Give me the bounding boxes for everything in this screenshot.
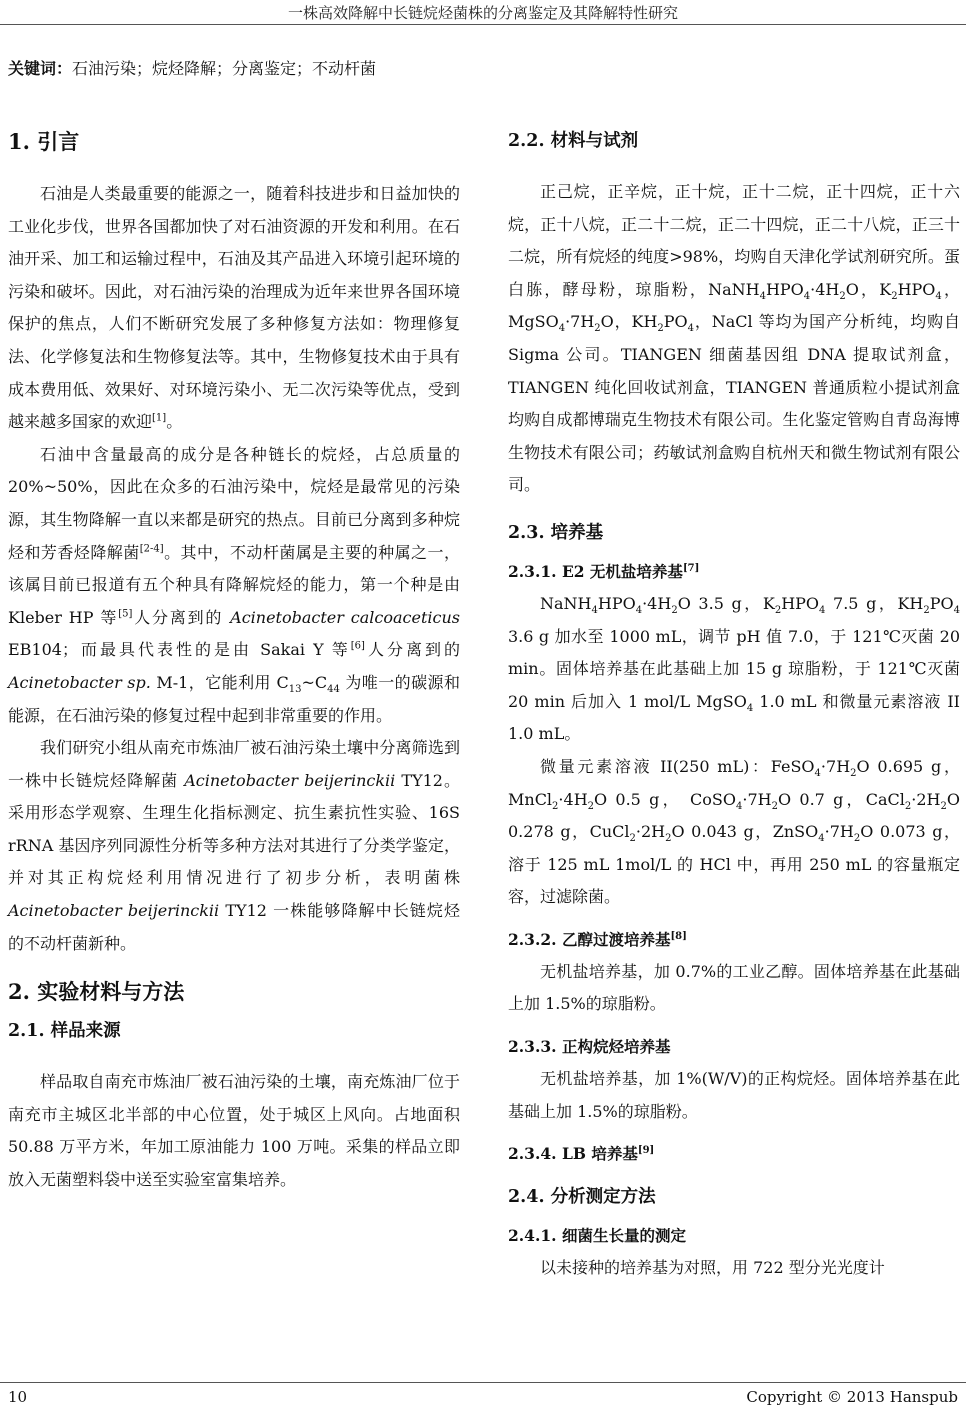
section-1-title: 1. 引言	[8, 129, 80, 154]
paragraph: 石油是人类最重要的能源之一，随着科技进步和日益加快的工业化步伐，世界各国都加快了对石油资源的开发和利用。在石油开采、加工和运输过程中，石油及其产品进入环境引起环境的污染和破坏。因此，对石油污染的治理成为近年来世界各国环境保护的焦点，人们不断研究发展了多种修复方法如：物理修复法、化学修复法和生物修复法等。其中，生物修复技术由于具有成本费用低、效果好、对环境污染小、无二次污染等优点，受到越来越多国家的欢迎[1]。	[8, 184, 460, 432]
section-2-1-title: 2.1. 样品来源	[8, 1021, 121, 1042]
paragraph: 我们研究小组从南充市炼油厂被石油污染土壤中分离筛选到一株中长链烷烃降解菌 Acinetobacter beijerinckii TY12。采用形态学观察、生理生化指标测定、抗生素抗性实验、16S rRNA 基因序列同源性分析等多种方法对其进行了分类学鉴定，并对其正构烷烃利用情况进行了初步分析，表明菌株 Acinetobacter beijerinckii TY12 一株能够降解中长链烷烃的不动杆菌新种。	[8, 738, 460, 953]
right-column	[508, 128, 960, 1285]
section-2-3-1-title: 2.3.1. E2 无机盐培养基[7]	[508, 561, 700, 581]
section-2-3-title: 2.3. 培养基	[508, 522, 604, 543]
paragraph: 无机盐培养基，加 1%(W/V)的正构烷烃。固体培养基在此基础上加 1.5%的琼脂粉。	[508, 1069, 960, 1121]
paragraph: 石油中含量最高的成分是各种链长的烷烃，占总质量的 20%~50%，因此在众多的石油污染中，烷烃是最常见的污染源，其生物降解一直以来都是研究的热点。目前已分离到多种烷烃和芳香烃降解菌[2-4]。其中，不动杆菌属是主要的种属之一，该属目前已报道有五个种具有降解烷烃的能力，第一个种是由 Kleber HP 等[5]人分离到的 Acinetobacter calcoaceticus EB104；而最具代表性的是由 Sakai Y 等[6]人分离到的 Acinetobacter sp. M-1，它能利用 $C_{13}\sim C_{44}$ 为唯一的碳源和能源，在石油污染的修复过程中起到非常重要的作用。	[8, 444, 460, 725]
section-2-3-4-title: 2.3.4. LB 培养基[9]	[508, 1144, 655, 1164]
keywords-label: 关键词：	[8, 59, 73, 78]
section-2-3-3-title: 2.3.3. 正构烷烃培养基	[508, 1037, 671, 1057]
keywords-text: 石油污染；烷烃降解；分离鉴定；不动杆菌	[72, 59, 377, 78]
copyright: Copyright © 2013 Hanspub	[746, 1388, 958, 1406]
paragraph: $NaNH_4HPO_4\cdot 4H_2O$ 3.5 g，$K_2HPO_4$ 7.5 g，$KH_2PO_4$ 3.6 g 加水至 1000 mL，调节 pH 值 7.0，于 121℃灭菌 20 min。固体培养基在此基础上加 15 g 琼脂粉，于 121℃灭菌 20 min 后加入 1 mol/L MgSO$_4$ 1.0 mL 和微量元素溶液 II 1.0 mL。	[508, 593, 960, 744]
section-2-4-1-title: 2.4.1. 细菌生长量的测定	[508, 1226, 686, 1246]
paragraph: 正己烷，正辛烷，正十烷，正十二烷，正十四烷，正十六烷，正十八烷，正二十二烷，正二十四烷，正二十八烷，正三十二烷，所有烷烃的纯度>98%，均购自天津化学试剂研究所。蛋白胨，酵母粉，琼脂粉，$NaNH_4HPO_4\cdot 4H_2O$，$K_2HPO_4$，$MgSO_4\cdot 7H_2O$，$KH_2PO_4$，NaCl 等均为国产分析纯，均购自 Sigma 公司。TIANGEN 细菌基因组 DNA 提取试剂盒，TIANGEN 纯化回收试剂盒，TIANGEN 普通质粒小提试剂盒均购自成都博瑞克生物技术有限公司。生化鉴定管购自青岛海博生物技术有限公司；药敏试剂盒购自杭州天和微生物试剂有限公司。	[508, 182, 960, 495]
paragraph: 以未接种的培养基为对照，用 722 型分光光度计	[540, 1258, 885, 1278]
keywords	[8, 56, 376, 79]
running-title: 一株高效降解中长链烷烃菌株的分离鉴定及其降解特性研究	[287, 4, 678, 22]
paragraph: 无机盐培养基，加 0.7%的工业乙醇。固体培养基在此基础上加 1.5%的琼脂粉。	[508, 961, 960, 1014]
page-number: 10	[8, 1388, 28, 1406]
section-2-3-2-title: 2.3.2. 乙醇过渡培养基[8]	[508, 929, 687, 949]
left-column	[8, 128, 460, 1197]
footer-rule	[0, 1382, 966, 1383]
section-2-4-title: 2.4. 分析测定方法	[508, 1187, 656, 1208]
section-2-2-title: 2.2. 材料与试剂	[508, 131, 639, 151]
paragraph: 样品取自南充市炼油厂被石油污染的土壤，南充炼油厂位于南充市主城区北半部的中心位置，处于城区上风向。占地面积 50.88 万平方米，年加工原油能力 100 万吨。采集的样品立即放入无菌塑料袋中送至实验室富集培养。	[8, 1072, 460, 1190]
header-rule	[0, 24, 966, 25]
section-2-title: 2. 实验材料与方法	[8, 979, 185, 1005]
paragraph: 微量元素溶液 II(250 mL)：$FeSO_4\cdot 7H_2O$ 0.695 g，$MnCl_2\cdot 4H_2O$ 0.5 g， $CoSO_4\cdot 7H_2O$ 0.7 g，$CaCl_2\cdot 2H_2O$ 0.278 g，$CuCl_2\cdot 2H_2O$ 0.043 g，$ZnSO_4\cdot 7H_2O$ 0.073 g，溶于 125 mL 1mol/L 的 HCl 中，再用 250 mL 的容量瓶定容，过滤除菌。	[508, 756, 961, 907]
